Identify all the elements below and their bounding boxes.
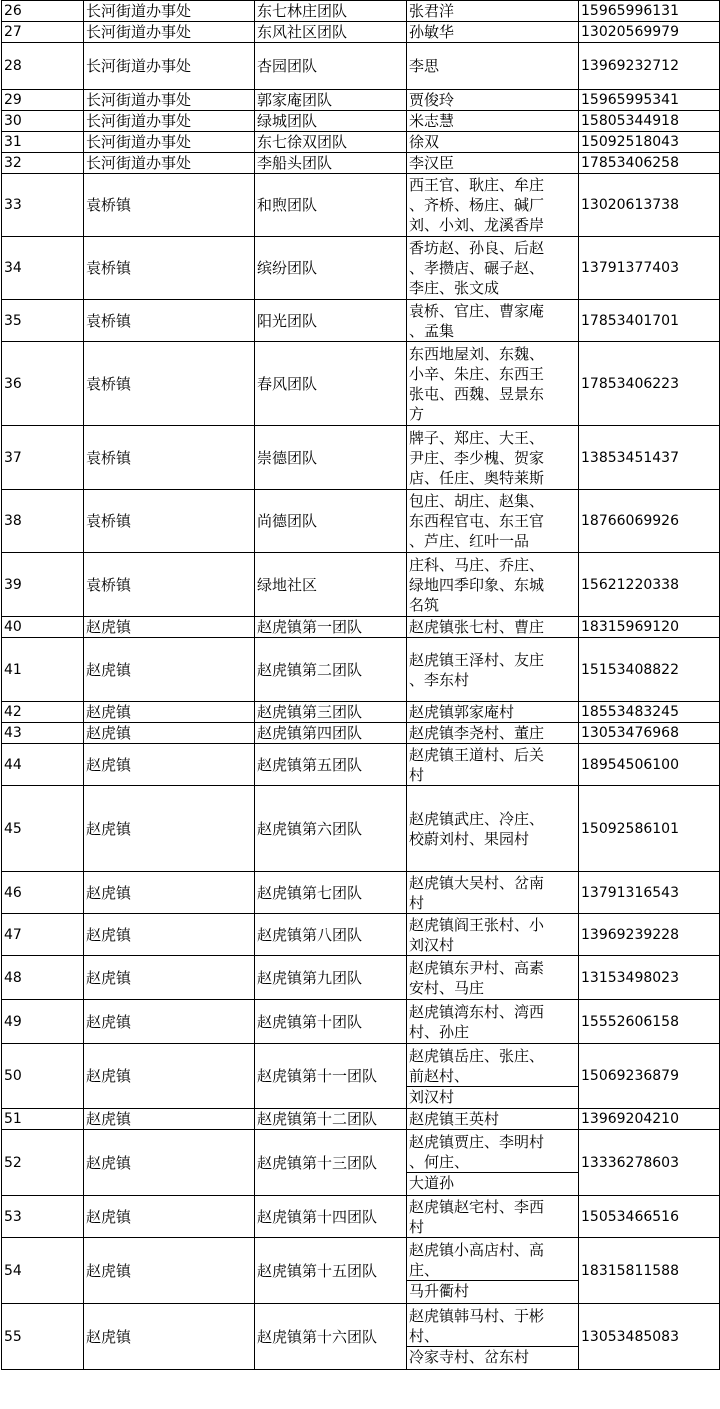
service-area-extra-line: 刘汉村 (407, 1086, 578, 1107)
service-area-line: 小辛、朱庄、东西王 (409, 364, 545, 383)
service-area-line: 赵虎镇王泽村、友庄 (409, 650, 545, 669)
phone-number: 13969239228 (579, 914, 720, 956)
table-row (2, 300, 720, 342)
street-name: 赵虎镇 (84, 1238, 255, 1304)
table-row (2, 723, 720, 744)
phone-number: 13020569979 (579, 22, 720, 43)
table-row (2, 1000, 720, 1044)
table-row (2, 1304, 720, 1370)
service-area-line: 赵虎镇贾庄、李明村 (409, 1133, 545, 1151)
team-name: 赵虎镇第二团队 (255, 638, 407, 702)
service-area (407, 1044, 579, 1109)
row-number: 49 (2, 1000, 84, 1044)
street-name: 长河街道办事处 (84, 1, 255, 22)
service-area-line: 东西地屋刘、东魏、 (409, 344, 545, 363)
street-name: 赵虎镇 (84, 1196, 255, 1238)
team-name: 阳光团队 (255, 300, 407, 342)
service-area-line: 校蔚刘村、果园村 (409, 829, 530, 848)
service-area-line: 、芦庄、红叶一品 (409, 532, 530, 550)
phone-number: 13791316543 (579, 872, 720, 914)
service-area-line: 赵虎镇王英村 (409, 1110, 500, 1128)
phone-number: 15965995341 (579, 90, 720, 111)
service-area (407, 702, 579, 723)
phone-number: 17853401701 (579, 300, 720, 342)
service-area (407, 111, 579, 132)
phone-number: 13336278603 (579, 1130, 720, 1196)
service-area-line: 牌子、郑庄、大王、 (409, 428, 545, 447)
row-number: 41 (2, 638, 84, 702)
service-area (407, 638, 579, 702)
service-area-line: 赵虎镇王道村、后关 (409, 745, 545, 764)
team-name: 东七林庄团队 (255, 1, 407, 22)
street-name: 赵虎镇 (84, 744, 255, 786)
service-area-line: 赵虎镇岳庄、张庄、 (409, 1046, 545, 1065)
service-area-line: 李汉臣 (409, 154, 455, 172)
phone-number: 13969232712 (579, 43, 720, 90)
team-name: 赵虎镇第十一团队 (255, 1044, 407, 1109)
phone-number: 15965996131 (579, 1, 720, 22)
team-name: 李船头团队 (255, 153, 407, 174)
row-number: 34 (2, 237, 84, 300)
phone-number: 13153498023 (579, 956, 720, 1000)
street-name: 长河街道办事处 (84, 90, 255, 111)
service-area-line: 前赵村、 (409, 1066, 470, 1085)
row-number: 28 (2, 43, 84, 90)
service-area-line: 包庄、胡庄、赵集、 (409, 492, 545, 510)
row-number: 29 (2, 90, 84, 111)
street-name: 赵虎镇 (84, 1044, 255, 1109)
table-row (2, 702, 720, 723)
row-number: 48 (2, 956, 84, 1000)
street-name: 赵虎镇 (84, 1304, 255, 1370)
phone-number: 15092586101 (579, 786, 720, 872)
row-number: 36 (2, 342, 84, 426)
table-row (2, 1238, 720, 1304)
service-area-line: 西王官、耿庄、牟庄 (409, 176, 545, 194)
street-name: 赵虎镇 (84, 1000, 255, 1044)
service-area-line: 村 (409, 1217, 425, 1236)
row-number: 30 (2, 111, 84, 132)
service-area-line: 赵虎镇大吴村、岔南 (409, 873, 545, 892)
street-name: 赵虎镇 (84, 872, 255, 914)
service-area-line: 、孟集 (409, 321, 455, 340)
row-number: 40 (2, 617, 84, 638)
service-area (407, 1130, 579, 1196)
street-name: 赵虎镇 (84, 702, 255, 723)
team-name: 赵虎镇第十五团队 (255, 1238, 407, 1304)
row-number: 38 (2, 490, 84, 553)
service-area (407, 90, 579, 111)
phone-number: 15092518043 (579, 132, 720, 153)
street-name: 长河街道办事处 (84, 43, 255, 90)
service-area-line: 村、孙庄 (409, 1022, 470, 1041)
street-name: 袁桥镇 (84, 237, 255, 300)
street-name: 长河街道办事处 (84, 22, 255, 43)
street-name: 袁桥镇 (84, 300, 255, 342)
table-row (2, 174, 720, 237)
service-area-line: 张屯、西魏、昱景东 (409, 384, 545, 403)
team-name: 崇德团队 (255, 426, 407, 490)
phone-number: 18766069926 (579, 490, 720, 553)
service-area (407, 132, 579, 153)
team-name: 赵虎镇第三团队 (255, 702, 407, 723)
street-name: 赵虎镇 (84, 723, 255, 744)
service-area (407, 174, 579, 237)
service-area (407, 617, 579, 638)
table-row (2, 956, 720, 1000)
service-area (407, 1196, 579, 1238)
service-area (407, 723, 579, 744)
street-name: 赵虎镇 (84, 1109, 255, 1130)
service-area-line: 庄、 (409, 1261, 440, 1279)
service-area-line: 庄科、马庄、乔庄、 (409, 555, 545, 574)
service-area-line: 尹庄、李少槐、贺家 (409, 448, 545, 467)
table-row (2, 1130, 720, 1196)
row-number: 42 (2, 702, 84, 723)
service-area (407, 872, 579, 914)
service-area-extra-line: 大道孙 (407, 1172, 578, 1193)
team-name: 春风团队 (255, 342, 407, 426)
street-name: 赵虎镇 (84, 638, 255, 702)
table-row (2, 342, 720, 426)
team-name: 赵虎镇第六团队 (255, 786, 407, 872)
street-name: 袁桥镇 (84, 174, 255, 237)
team-name: 绿地社区 (255, 553, 407, 617)
service-area (407, 1, 579, 22)
table-row (2, 90, 720, 111)
service-area (407, 153, 579, 174)
table-body (2, 1, 720, 1370)
phone-number: 15069236879 (579, 1044, 720, 1109)
service-area-line: 赵虎镇郭家庵村 (409, 703, 515, 721)
table-row (2, 237, 720, 300)
row-number: 55 (2, 1304, 84, 1370)
street-name: 长河街道办事处 (84, 132, 255, 153)
row-number: 31 (2, 132, 84, 153)
street-name: 袁桥镇 (84, 426, 255, 490)
phone-number: 18553483245 (579, 702, 720, 723)
service-area-line: 东西程官屯、东王官 (409, 512, 545, 530)
team-name: 赵虎镇第十二团队 (255, 1109, 407, 1130)
street-name: 赵虎镇 (84, 617, 255, 638)
service-area-line: 、孝攒店、碾子赵、 (409, 259, 545, 277)
service-area (407, 43, 579, 90)
service-area-line: 李庄、张文成 (409, 279, 500, 297)
row-number: 46 (2, 872, 84, 914)
service-area (407, 1109, 579, 1130)
row-number: 50 (2, 1044, 84, 1109)
service-area-line: 赵虎镇阎王张村、小 (409, 915, 545, 934)
row-number: 52 (2, 1130, 84, 1196)
row-number: 26 (2, 1, 84, 22)
table-row (2, 1, 720, 22)
street-name: 袁桥镇 (84, 342, 255, 426)
table-row (2, 1109, 720, 1130)
row-number: 45 (2, 786, 84, 872)
table-row (2, 553, 720, 617)
row-number: 32 (2, 153, 84, 174)
service-area-line: 刘、小刘、龙溪香岸 (409, 216, 545, 234)
street-name: 长河街道办事处 (84, 111, 255, 132)
phone-number: 13053485083 (579, 1304, 720, 1370)
row-number: 39 (2, 553, 84, 617)
table-row (2, 786, 720, 872)
service-area-line: 赵虎镇李尧村、董庄 (409, 724, 545, 742)
service-area-line: 贾俊玲 (409, 91, 455, 109)
team-name: 尚德团队 (255, 490, 407, 553)
street-name: 长河街道办事处 (84, 153, 255, 174)
service-area-line: 孙敏华 (409, 23, 455, 41)
phone-number: 13853451437 (579, 426, 720, 490)
phone-number: 17853406223 (579, 342, 720, 426)
table-row (2, 490, 720, 553)
service-area-line: 赵虎镇东尹村、高素 (409, 958, 545, 977)
table-row (2, 617, 720, 638)
phone-number: 18315811588 (579, 1238, 720, 1304)
service-area-line: 村 (409, 765, 425, 784)
street-name: 袁桥镇 (84, 553, 255, 617)
row-number: 54 (2, 1238, 84, 1304)
phone-number: 15153408822 (579, 638, 720, 702)
table-row (2, 132, 720, 153)
service-area (407, 426, 579, 490)
row-number: 51 (2, 1109, 84, 1130)
service-area-extra-line: 冷家寺村、岔东村 (407, 1346, 578, 1367)
table-row (2, 43, 720, 90)
team-name: 赵虎镇第四团队 (255, 723, 407, 744)
table-row (2, 744, 720, 786)
team-name: 绿城团队 (255, 111, 407, 132)
service-area-line: 赵虎镇武庄、冷庄、 (409, 809, 545, 828)
team-name: 赵虎镇第七团队 (255, 872, 407, 914)
service-area-line: 、李东村 (409, 670, 470, 689)
service-area (407, 1000, 579, 1044)
team-name: 赵虎镇第八团队 (255, 914, 407, 956)
street-name: 赵虎镇 (84, 956, 255, 1000)
service-area-line: 李思 (409, 57, 440, 75)
phone-number: 15621220338 (579, 553, 720, 617)
service-area (407, 553, 579, 617)
team-name: 赵虎镇第十四团队 (255, 1196, 407, 1238)
service-area-line: 香坊赵、孙良、后赵 (409, 239, 545, 257)
table-row (2, 1196, 720, 1238)
service-area (407, 914, 579, 956)
team-name: 赵虎镇第十六团队 (255, 1304, 407, 1370)
street-name: 赵虎镇 (84, 786, 255, 872)
phone-number: 13020613738 (579, 174, 720, 237)
team-name: 赵虎镇第一团队 (255, 617, 407, 638)
phone-number: 15053466516 (579, 1196, 720, 1238)
phone-number: 18315969120 (579, 617, 720, 638)
service-area-line: 赵虎镇小高店村、高 (409, 1241, 545, 1259)
street-name: 赵虎镇 (84, 914, 255, 956)
street-name: 袁桥镇 (84, 490, 255, 553)
team-name: 赵虎镇第十团队 (255, 1000, 407, 1044)
table-row (2, 638, 720, 702)
service-area-line: 张君洋 (409, 2, 455, 20)
team-name: 赵虎镇第九团队 (255, 956, 407, 1000)
team-contact-table (1, 0, 720, 1370)
row-number: 33 (2, 174, 84, 237)
service-area-extra-line: 马升衢村 (407, 1280, 578, 1301)
row-number: 35 (2, 300, 84, 342)
row-number: 44 (2, 744, 84, 786)
table-row (2, 914, 720, 956)
service-area-line: 安村、马庄 (409, 978, 485, 997)
service-area-line: 村、 (409, 1327, 440, 1345)
service-area-line: 店、任庄、奥特莱斯 (409, 468, 545, 487)
service-area-line: 刘汉村 (409, 935, 455, 954)
table-row (2, 153, 720, 174)
service-area (407, 490, 579, 553)
team-name: 缤纷团队 (255, 237, 407, 300)
row-number: 27 (2, 22, 84, 43)
phone-number: 13969204210 (579, 1109, 720, 1130)
service-area (407, 342, 579, 426)
row-number: 53 (2, 1196, 84, 1238)
service-area-line: 徐双 (409, 133, 440, 151)
team-name: 东风社区团队 (255, 22, 407, 43)
service-area-line: 绿地四季印象、东城 (409, 575, 545, 594)
service-area (407, 1238, 579, 1304)
team-name: 郭家庵团队 (255, 90, 407, 111)
service-area (407, 956, 579, 1000)
phone-number: 13053476968 (579, 723, 720, 744)
service-area (407, 1304, 579, 1370)
team-name: 赵虎镇第十三团队 (255, 1130, 407, 1196)
row-number: 47 (2, 914, 84, 956)
service-area-line: 、何庄、 (409, 1153, 470, 1171)
phone-number: 15805344918 (579, 111, 720, 132)
table-row (2, 22, 720, 43)
phone-number: 13791377403 (579, 237, 720, 300)
service-area (407, 744, 579, 786)
service-area-line: 村 (409, 893, 425, 912)
table-row (2, 111, 720, 132)
table-row (2, 872, 720, 914)
service-area (407, 22, 579, 43)
service-area-line: 袁桥、官庄、曹家庵 (409, 301, 545, 320)
team-name: 赵虎镇第五团队 (255, 744, 407, 786)
street-name: 赵虎镇 (84, 1130, 255, 1196)
row-number: 37 (2, 426, 84, 490)
phone-number: 17853406258 (579, 153, 720, 174)
service-area-line: 赵虎镇张七村、曹庄 (409, 618, 545, 636)
team-name: 东七徐双团队 (255, 132, 407, 153)
service-area-line: 方 (409, 404, 425, 423)
service-area-line: 米志慧 (409, 112, 455, 130)
row-number: 43 (2, 723, 84, 744)
service-area-line: 名筑 (409, 595, 440, 614)
service-area-line: 赵虎镇韩马村、于彬 (409, 1307, 545, 1325)
service-area (407, 237, 579, 300)
table-row (2, 426, 720, 490)
table-row (2, 1044, 720, 1109)
team-name: 和煦团队 (255, 174, 407, 237)
service-area-line: 、齐桥、杨庄、碱厂 (409, 196, 545, 214)
phone-number: 18954506100 (579, 744, 720, 786)
service-area-line: 赵虎镇湾东村、湾西 (409, 1002, 545, 1021)
service-area (407, 786, 579, 872)
team-name: 杏园团队 (255, 43, 407, 90)
service-area-line: 赵虎镇赵宅村、李西 (409, 1197, 545, 1216)
phone-number: 15552606158 (579, 1000, 720, 1044)
service-area (407, 300, 579, 342)
